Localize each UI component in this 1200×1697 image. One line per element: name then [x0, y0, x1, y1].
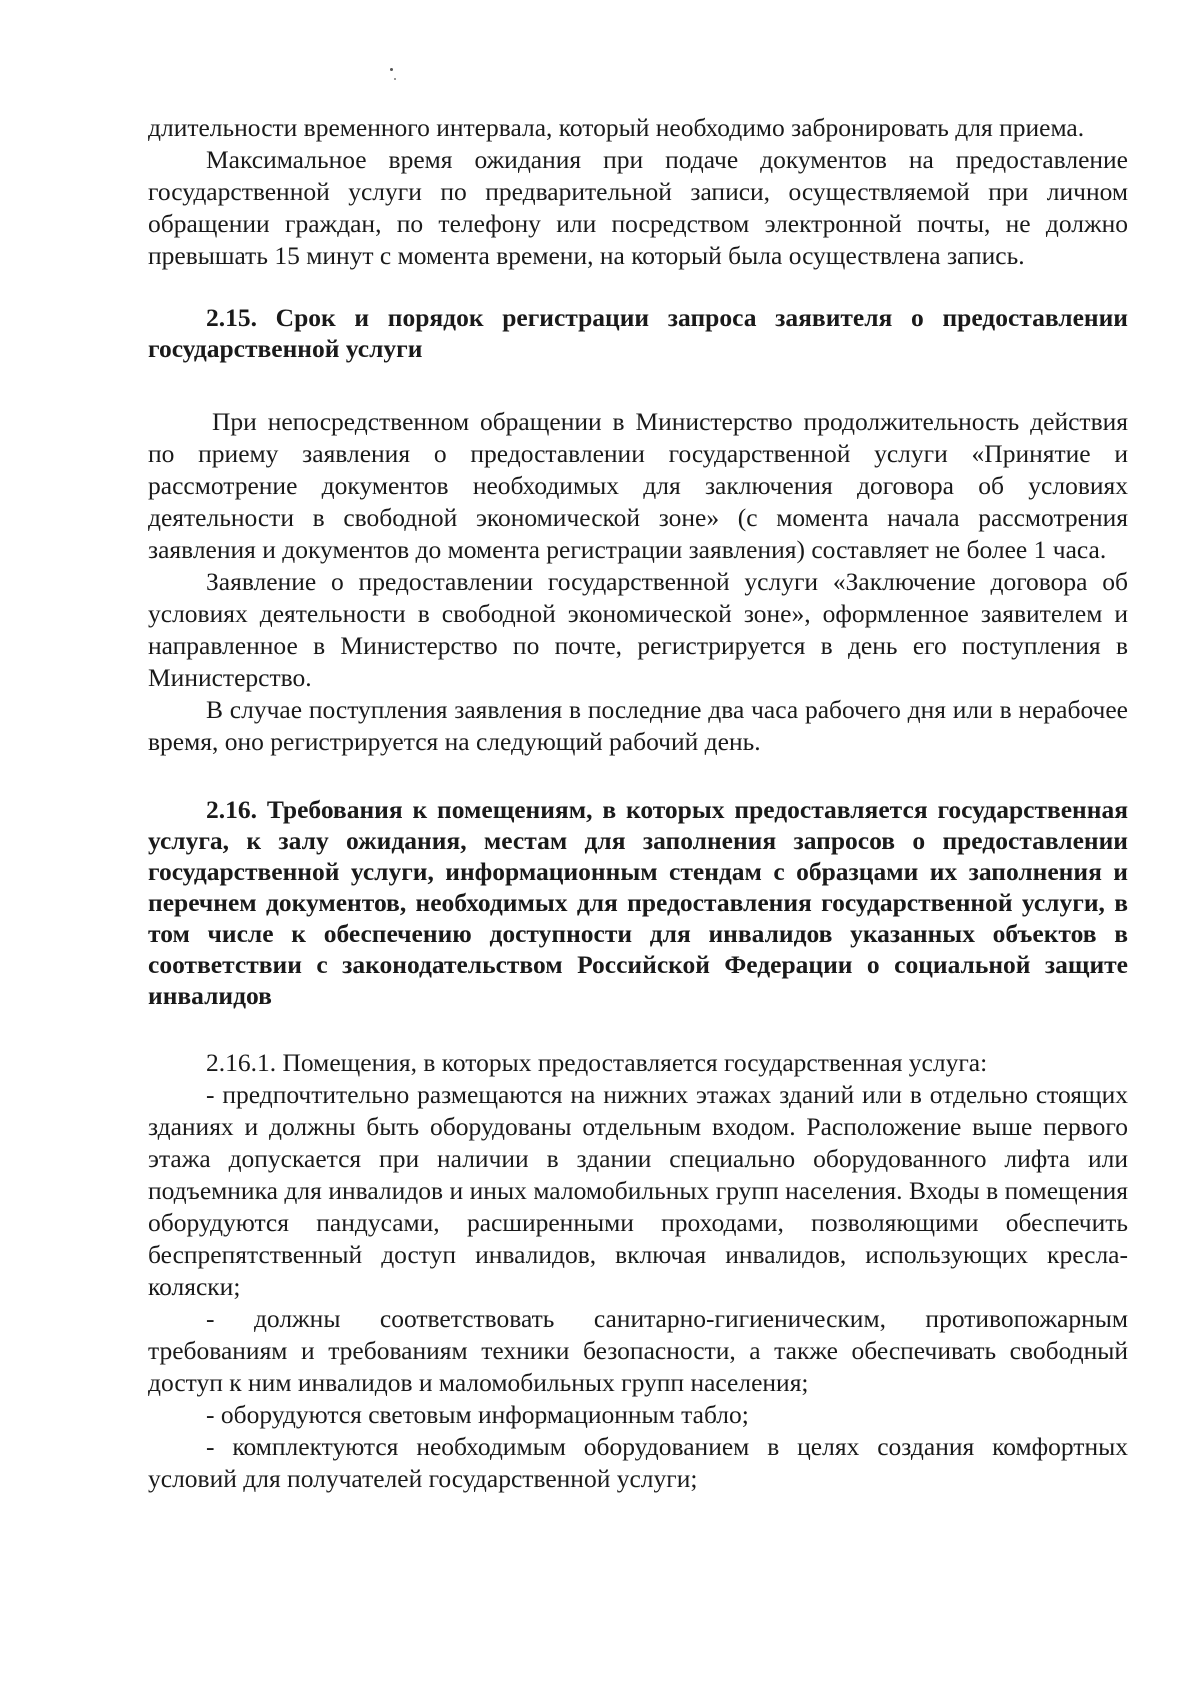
- document-page: [148, 112, 1128, 1495]
- section-heading-2-16: 2.16. Требования к помещениям, в которых предоставляется государственная услуга, к залу ожидания, местам для заполнения запросов о предоставлении государственной услуги, информационным стендам с образцами их заполнения и перечнем документов, необходимых для предоставления государственной услуги, в том числе к обеспечению доступности для инвалидов указанных объектов в соответствии с законодательством Российской Федерации о социальной защите инвалидов: [148, 795, 1128, 1010]
- paragraph-waiting-time: Максимальное время ожидания при подаче документов на предоставление государственной услуги по предварительной записи, осуществляемой при личном обращении граждан, по телефону или посредством электронной почты, не должно превышать 15 минут с момента времени, на который была осуществлена запись.: [148, 145, 1128, 270]
- scan-speck: [390, 68, 393, 71]
- list-item-equipment: - комплектуются необходимым оборудованием в целях создания комфортных условий для получателей государственной услуги;: [148, 1432, 1128, 1493]
- list-item-sanitary-requirements: - должны соответствовать санитарно-гигиеническим, противопожарным требованиям и требованиям техники безопасности, а также обеспечивать свободный доступ к ним инвалидов и маломобильных групп населения;: [148, 1304, 1128, 1397]
- paragraph-2-16-1: 2.16.1. Помещения, в которых предоставляется государственная услуга:: [206, 1048, 988, 1077]
- paragraph-2-15-2: Заявление о предоставлении государственной услуги «Заключение договора об условиях деятельности в свободной экономической зоне», оформленное заявителем и направленное в Министерство по почте, регистрируется в день его поступления в Министерство.: [148, 567, 1128, 692]
- paragraph-2-15-1: При непосредственном обращении в Министерство продолжительность действия по приему заявления о предоставлении государственной услуги «Принятие и рассмотрение документов необходимых для заключения договора об условиях деятельности в свободной экономической зоне» (с момента начала рассмотрения заявления и документов до момента регистрации заявления) составляет не более 1 часа.: [148, 407, 1128, 564]
- list-item-info-board: - оборудуются световым информационным табло;: [206, 1400, 749, 1429]
- paragraph-2-15-3: В случае поступления заявления в последние два часа рабочего дня или в нерабочее время, оно регистрируется на следующий рабочий день.: [148, 695, 1128, 756]
- scan-speck: [394, 78, 396, 80]
- list-item-premises-location: - предпочтительно размещаются на нижних этажах зданий или в отдельно стоящих зданиях и должны быть оборудованы отдельным входом. Расположение выше первого этажа допускается при наличии в здании специально оборудованного лифта или подъемника для инвалидов и иных маломобильных групп населения. Входы в помещения оборудуются пандусами, расширенными проходами, позволяющими обеспечить беспрепятственный доступ инвалидов, включая инвалидов, использующих кресла-коляски;: [148, 1080, 1128, 1301]
- section-heading-2-15: 2.15. Срок и порядок регистрации запроса заявителя о предоставлении государственной услуги: [148, 303, 1128, 363]
- paragraph-continuation: длительности временного интервала, который необходимо забронировать для приема.: [148, 113, 1085, 142]
